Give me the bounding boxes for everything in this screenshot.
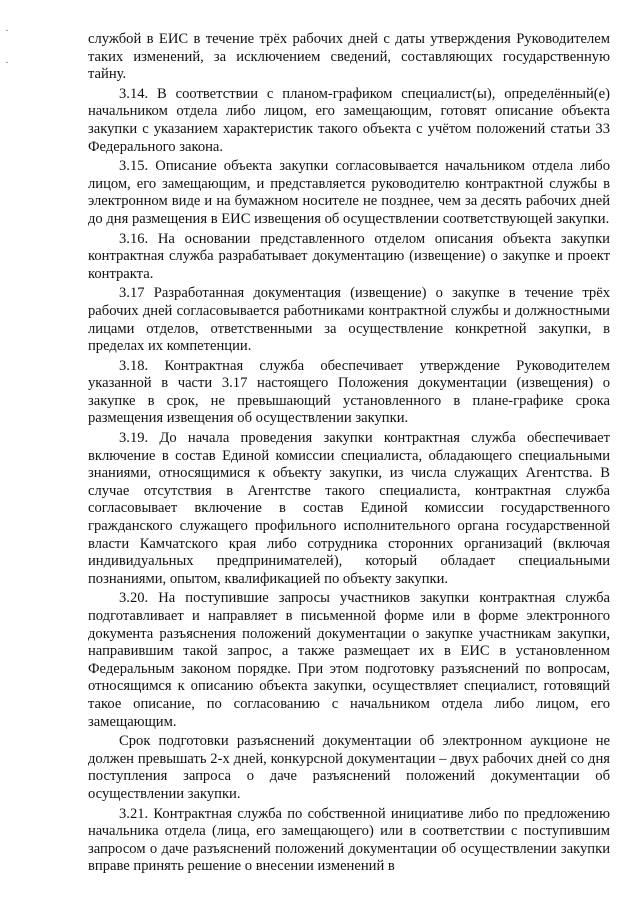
document-page [88, 31, 610, 878]
paragraph-3-15: 3.15. Описание объекта закупки согласовывается начальником отдела либо лицом, его замещающим, и представляется руководителю контрактной службы в электронном виде и на бумажном носителе не позднее, чем за десять рабочих дней до дня размещения в ЕИС извещения об осуществлении соответствующей закупки. [88, 158, 610, 227]
paragraph-3-18: 3.18. Контрактная служба обеспечивает утверждение Руководителем указанной в части 3.17 настоящего Положения документации (извещения) о закупке в срок, не превышающий установленного в плане-графике срока размещения извещения об осуществлении закупки. [88, 357, 610, 427]
paragraph-3-20-term: Срок подготовки разъяснений документации об электронном аукционе не должен превышать 2-х дней, конкурсной документации – двух рабочих дней со дня поступления запроса о даче разъяснений положений документации об осуществлении закупки. [88, 733, 610, 802]
paragraph-continuation: службой в ЕИС в течение трёх рабочих дней с даты утверждения Руководителем таких изменений, за исключением сведений, составляющих государственную тайну. [88, 31, 610, 83]
scan-mark [6, 62, 8, 63]
paragraph-3-19: 3.19. До начала проведения закупки контрактная служба обеспечивает включение в состав Единой комиссии специалиста, обладающего специальными знаниями, относящимися к объекту закупки, из числа служащих Агентства. В случае отсутствия в Агентстве такого специалиста, контрактная служба согласовывает включение в состав Единой комиссии государственного гражданского служащего профильного исполнительного органа государственной власти Камчатского края либо сотрудника сторонних организаций (включая индивидуальных предпринимателей), который обладает специальными познаниями, опытом, квалификацией по объекту закупки. [88, 430, 610, 587]
paragraph-3-16: 3.16. На основании представленного отделом описания объекта закупки контрактная служба разрабатывает документацию (извещение) о закупке и проект контракта. [88, 230, 610, 282]
paragraph-3-21: 3.21. Контрактная служба по собственной инициативе либо по предложению начальника отдела (лица, его замещающего) или в соответствии с поступившим запросом о даче разъяснений положений документации об осуществлении закупки вправе принять решение о внесении изменений в [88, 805, 610, 875]
scan-mark [6, 30, 8, 31]
paragraph-3-17: 3.17 Разработанная документация (извещение) о закупке в течение трёх рабочих дней согласовывается работниками контрактной службы и должностными лицами отделов, ответственными за осуществление конкретной закупки, в пределах их компетенции. [88, 285, 610, 355]
paragraph-3-14: 3.14. В соответствии с планом-графиком специалист(ы), определённый(е) начальником отдела либо лицом, его замещающим, готовят описание объекта закупки с указанием характеристик такого объекта с учётом положений статьи 33 Федерального закона. [88, 85, 610, 155]
paragraph-3-20: 3.20. На поступившие запросы участников закупки контрактная служба подготавливает и направляет в письменной форме или в форме электронного документа разъяснения положений документации о закупке участникам закупки, направившим такой запрос, а также размещает их в ЕИС в установленном Федеральным законом порядке. При этом подготовку разъяснений по вопросам, относящимся к описанию объекта закупки, осуществляет специалист, готовящий такое описание, по согласованию с начальником отдела либо лицом, его замещающим. [88, 590, 610, 730]
